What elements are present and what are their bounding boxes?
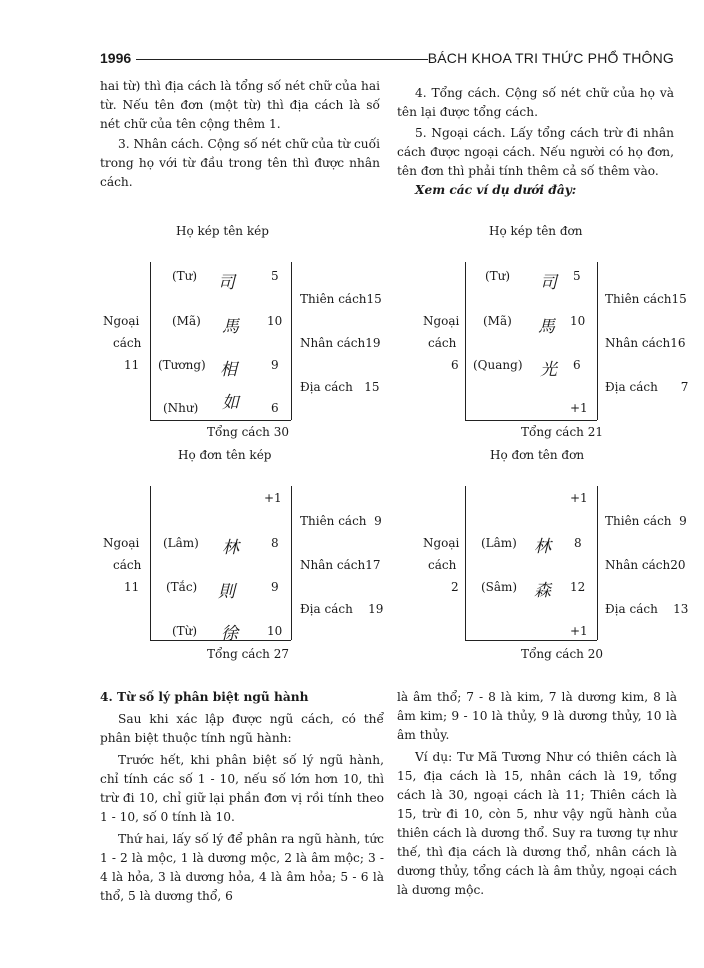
- ngoai-label: Ngoại: [103, 314, 140, 328]
- dia-cach: Địa cách 13: [605, 602, 689, 616]
- top-right-column: [397, 84, 674, 200]
- row-number: 6: [573, 358, 581, 372]
- tong-cach: Tổng cách 30: [207, 425, 289, 439]
- paragraph: Thứ hai, lấy số lý để phân ra ngũ hành, tức 1 - 2 là mộc, 1 là dương mộc, 2 là âm mộc; 3 - 4 là hỏa, 3 là dương hỏa, 4 là âm hỏa; 5 - 6 là thổ, 5 là dương thổ, 6: [100, 832, 384, 903]
- row-label: (Sâm): [481, 580, 518, 594]
- thien-cach: Thiên cách 9: [300, 514, 382, 528]
- ngoai-label: cách: [428, 336, 457, 350]
- nhan-cach: Nhân cách19: [300, 336, 381, 350]
- hanzi-char: 則: [218, 582, 235, 602]
- hanzi-char: 森: [534, 581, 551, 601]
- plus-one: +1: [264, 491, 282, 505]
- left-bracket: [150, 486, 151, 640]
- ngoai-value: 11: [124, 358, 140, 372]
- paragraph: 5. Ngoại cách. Lấy tổng cách trừ đi nhân cách được ngoại cách. Nếu người có họ đơn, tên đơn thì phải tính thêm cả số thêm vào.: [397, 126, 674, 178]
- hanzi-char: 司: [218, 273, 235, 293]
- row-label: (Quang): [473, 358, 523, 372]
- diagram-title: Họ kép tên kép: [176, 224, 269, 238]
- paragraph: hai từ) thì địa cách là tổng số nét chữ của hai từ. Nếu tên đơn (một từ) thì địa cách là số nét chữ của tên cộng thêm 1.: [100, 79, 380, 131]
- row-number: 12: [570, 580, 586, 594]
- bottom-rule: [150, 420, 291, 421]
- row-label: (Từ): [172, 624, 198, 638]
- diagram-title: Họ đơn tên kép: [178, 448, 272, 462]
- page-number: 1996: [100, 50, 132, 66]
- ngoai-label: cách: [113, 558, 142, 572]
- hanzi-char: 光: [540, 360, 557, 380]
- thien-cach: Thiên cách15: [605, 292, 687, 306]
- left-bracket: [465, 486, 466, 640]
- ngoai-label: Ngoại: [103, 536, 140, 550]
- hanzi-char: 如: [222, 393, 239, 413]
- center-divider: [291, 486, 292, 640]
- tong-cach: Tổng cách 20: [521, 647, 603, 661]
- row-label: (Mã): [483, 314, 512, 328]
- tong-cach: Tổng cách 21: [521, 425, 603, 439]
- row-label: (Tắc): [166, 580, 198, 594]
- section-heading: 4. Từ số lý phân biệt ngũ hành: [100, 690, 309, 704]
- examples-heading: Xem các ví dụ dưới đây:: [415, 183, 577, 197]
- header-rule: [136, 59, 428, 60]
- dia-cach: Địa cách 19: [300, 602, 384, 616]
- plus-one: +1: [570, 401, 588, 415]
- row-number: 9: [271, 358, 279, 372]
- row-label: (Tư): [172, 269, 198, 283]
- paragraph: là âm thổ; 7 - 8 là kim, 7 là dương kim, 8 là âm kim; 9 - 10 là thủy, 9 là dương thủy, 10 là âm thủy.: [397, 690, 677, 742]
- center-divider: [597, 262, 598, 420]
- row-label: (Mã): [172, 314, 201, 328]
- nhan-cach: Nhân cách17: [300, 558, 381, 572]
- paragraph: 4. Tổng cách. Cộng số nét chữ của họ và tên lại được tổng cách.: [397, 86, 674, 119]
- diagram-title: Họ kép tên đơn: [489, 224, 583, 238]
- row-number: 10: [267, 624, 283, 638]
- dia-cach: Địa cách 7: [605, 380, 689, 394]
- nhan-cach: Nhân cách16: [605, 336, 686, 350]
- ngoai-label: cách: [113, 336, 142, 350]
- page-header: [100, 50, 674, 70]
- row-number: 10: [267, 314, 283, 328]
- bottom-rule: [465, 640, 597, 641]
- bottom-rule: [465, 420, 597, 421]
- left-bracket: [465, 262, 466, 420]
- hanzi-char: 馬: [538, 317, 555, 337]
- hanzi-char: 相: [220, 360, 237, 380]
- row-label: (Tư): [485, 269, 511, 283]
- top-left-column: [100, 77, 380, 192]
- diagram-title: Họ đơn tên đơn: [490, 448, 585, 462]
- thien-cach: Thiên cách 9: [605, 514, 687, 528]
- ngoai-value: 11: [124, 580, 140, 594]
- row-number: 10: [570, 314, 586, 328]
- row-label: (Lâm): [481, 536, 517, 550]
- hanzi-char: 司: [540, 273, 557, 293]
- paragraph: Ví dụ: Tư Mã Tương Như có thiên cách là 15, địa cách là 15, nhân cách là 19, tổng cách là 30, ngoại cách là 11; Thiên cách là 15, trừ đi 10, còn 5, như vậy ngũ hành của thiên cách là dương thổ. Suy ra tương tự như thế, thì địa cách là dương thổ, nhân cách là dương thủy, tổng cách là âm thủy, ngoại cách là dương mộc.: [397, 750, 677, 897]
- thien-cach: Thiên cách15: [300, 292, 382, 306]
- row-number: 9: [271, 580, 279, 594]
- row-number: 5: [573, 269, 581, 283]
- paragraph: 3. Nhân cách. Cộng số nét chữ của từ cuối trong họ với từ đầu trong tên thì được nhân cách.: [100, 137, 380, 189]
- hanzi-char: 林: [222, 538, 239, 558]
- hanzi-char: 馬: [222, 317, 239, 337]
- ngoai-label: Ngoại: [423, 314, 460, 328]
- tong-cach: Tổng cách 27: [207, 647, 289, 661]
- center-divider: [291, 262, 292, 420]
- section4-column: [100, 688, 384, 906]
- row-label: (Như): [163, 401, 199, 415]
- row-label: (Lâm): [163, 536, 199, 550]
- left-bracket: [150, 262, 151, 420]
- hanzi-char: 林: [534, 537, 551, 557]
- row-number: 8: [271, 536, 279, 550]
- ngoai-label: Ngoại: [423, 536, 460, 550]
- dia-cach: Địa cách 15: [300, 380, 380, 394]
- nhan-cach: Nhân cách20: [605, 558, 686, 572]
- running-title: BÁCH KHOA TRI THỨC PHỔ THÔNG: [427, 50, 674, 66]
- ngoai-value: 2: [451, 580, 459, 594]
- paragraph: Sau khi xác lập được ngũ cách, có thể phân biệt thuộc tính ngũ hành:: [100, 712, 384, 745]
- row-number: 8: [574, 536, 582, 550]
- paragraph: Trước hết, khi phân biệt số lý ngũ hành, chỉ tính các số 1 - 10, nếu số lớn hơn 10, thì trừ đi 10, chỉ giữ lại phần đơn vị rồi tính theo 1 - 10, số 0 tính là 10.: [100, 753, 384, 824]
- plus-one: +1: [570, 624, 588, 638]
- row-number: 5: [271, 269, 279, 283]
- row-label: (Tương): [158, 358, 206, 372]
- ngoai-label: cách: [428, 558, 457, 572]
- center-divider: [597, 486, 598, 640]
- plus-one: +1: [570, 491, 588, 505]
- row-number: 6: [271, 401, 279, 415]
- hanzi-char: 徐: [221, 624, 238, 644]
- bottom-right-column: [397, 688, 677, 900]
- ngoai-value: 6: [451, 358, 459, 372]
